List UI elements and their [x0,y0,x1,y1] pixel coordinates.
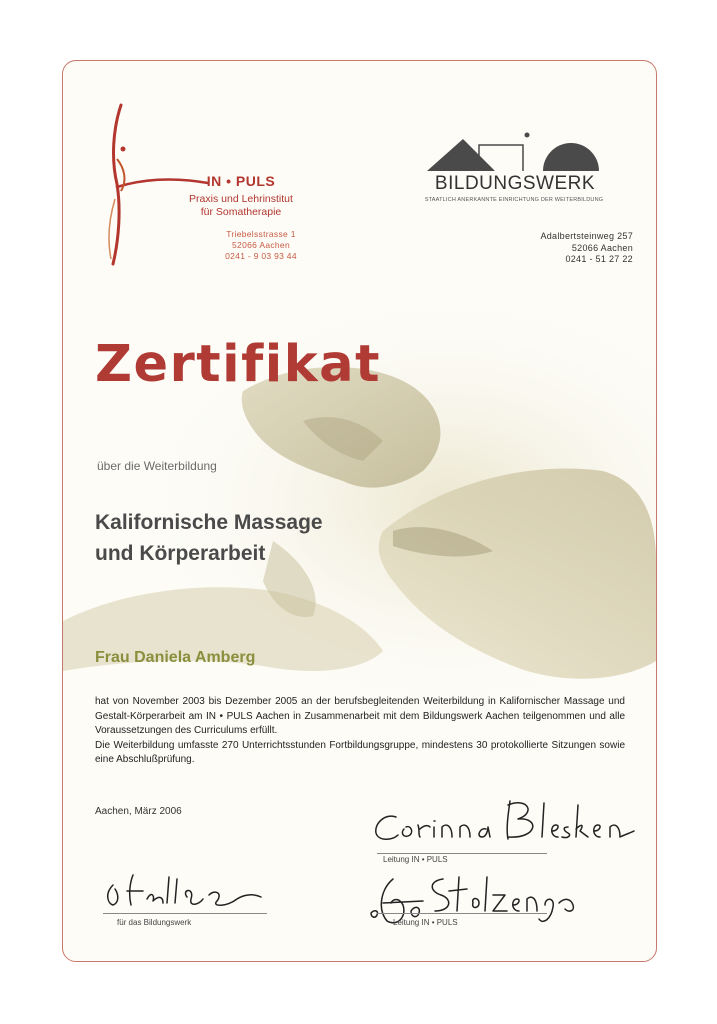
bildungswerk-logo [423,131,603,173]
certificate-frame [62,60,657,962]
inpuls-subtitle-line1: Praxis und Lehrinstitut [189,193,293,205]
inpuls-address [181,229,341,262]
body-paragraph-2: Die Weiterbildung umfasste 270 Unterrichtsstunden Fortbildungsgruppe, mindestens 30 protokollierte Sitzungen sowie eine Abschlußprüfung. [95,739,625,765]
body-paragraph-1: hat von November 2003 bis Dezember 2005 an der berufsbegleitenden Weiterbildung in Kalifornischer Massage und Gestalt-Körperarbeit am IN • PULS Aachen in Zusammenarbeit mit dem Bildungswerk Aachen teilgenommen und alle Voraussetzungen des Curriculums erfüllt. [95,696,625,736]
certificate-subtitle: über die Weiterbildung [97,459,217,473]
signature-corinna [368,795,638,853]
bildungswerk-street: Adalbertsteinweg 257 [540,231,633,241]
bildungswerk-name: BILDUNGSWERK [434,173,596,194]
course-title-line1: Kalifornische Massage [95,511,323,534]
inpuls-street: Triebelsstrasse 1 [226,229,296,239]
certificate-title: Zertifikat [95,335,381,394]
signature-1-line [377,853,547,854]
inpuls-city: 52066 Aachen [232,240,290,250]
bildungswerk-city: 52066 Aachen [571,242,633,253]
bildungswerk-address [483,231,633,266]
bildungswerk-tagline: STAATLICH ANERKANNTE EINRICHTUNG DER WEITERBILDUNG [424,197,604,203]
course-title-line2: und Körperarbeit [95,542,266,565]
signature-1-caption: Leitung IN • PULS [383,855,448,864]
recipient-name: Frau Daniela Amberg [95,649,256,666]
certificate-body [95,695,625,768]
signature-2-caption: für das Bildungswerk [117,918,192,927]
inpuls-name: IN • PULS [206,173,276,189]
bildungswerk-phone: 0241 - 51 27 22 [565,254,633,264]
inpuls-subtitle [141,193,341,219]
course-title [95,507,323,569]
signature-bildungswerk [103,871,273,913]
signature-2-line [103,913,267,914]
signature-3-caption: Leitung IN • PULS [393,918,458,927]
place-date: Aachen, März 2006 [95,806,182,817]
inpuls-subtitle-line2: für Somatherapie [200,206,282,218]
inpuls-phone: 0241 - 9 03 93 44 [225,251,297,261]
signature-3-line [377,913,547,914]
